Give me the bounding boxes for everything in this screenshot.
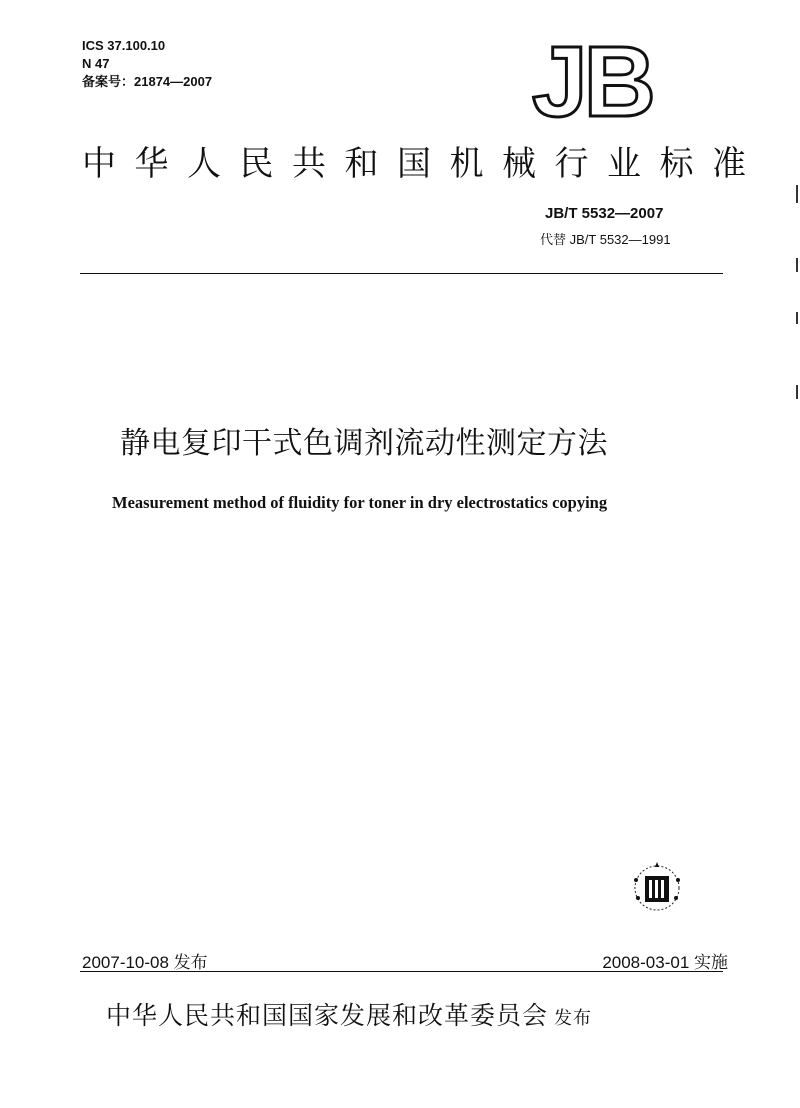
publish-date: 2007-10-08 发布 <box>82 953 208 972</box>
filing-number: 备案号：21874—2007 <box>82 74 213 89</box>
ccs-code: N 47 <box>82 56 110 71</box>
scan-edge-mark <box>796 185 798 203</box>
logo-text: JB <box>532 36 652 126</box>
title-english: Measurement method of fluidity for toner in dry electrostatics copying <box>112 493 608 512</box>
bottom-divider <box>80 971 723 972</box>
replaces-standard: 代替 JB/T 5532—1991 <box>540 232 671 247</box>
issuer-suffix: 发布 <box>554 1008 593 1029</box>
issuer <box>106 996 592 1032</box>
top-divider <box>80 273 723 274</box>
issuer-name: 中华人民共和国国家发展和改革委员会 <box>106 1001 549 1030</box>
jb-logo <box>528 36 688 126</box>
title-chinese: 静电复印干式色调剂流动性测定方法 <box>120 426 608 461</box>
scan-edge-mark <box>796 258 798 272</box>
scan-edge-mark <box>796 312 798 324</box>
publisher-emblem-icon <box>624 858 690 916</box>
standard-number: JB/T 5532—2007 <box>545 205 664 222</box>
scan-edge-mark <box>796 385 798 399</box>
ics-code: ICS 37.100.10 <box>82 38 166 53</box>
organization-title: 中华人民共和国机械行业标准 <box>82 144 765 184</box>
implement-date: 2008-03-01 实施 <box>602 953 728 972</box>
